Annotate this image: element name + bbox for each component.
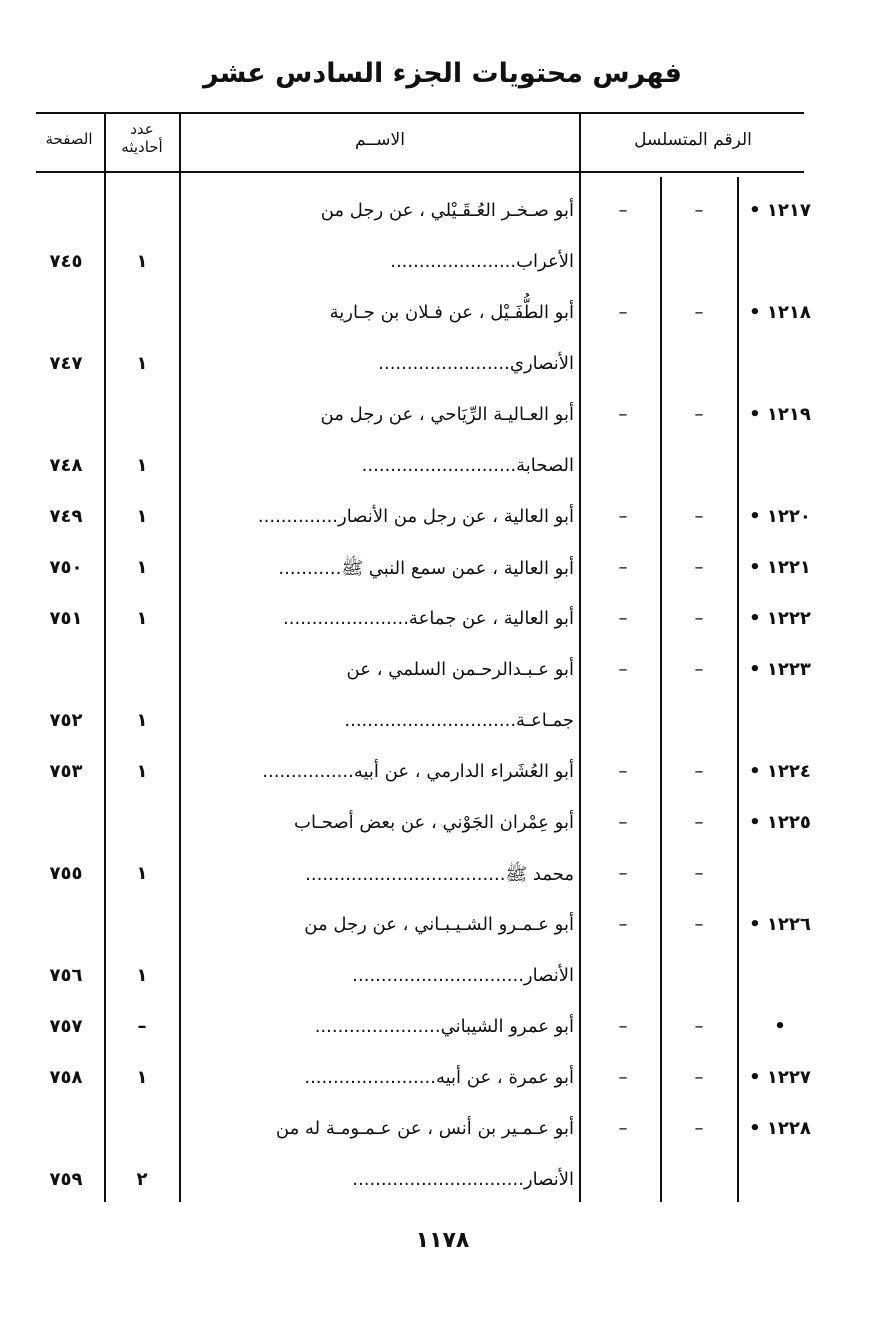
column-divider (179, 112, 181, 1202)
page-cell: ٧٥٠ (49, 557, 83, 578)
name-cell: الأنصار.............................. (352, 1169, 574, 1190)
name-cell: أبو عـمـرو الشـيـبـاني ، عن رجل من (304, 914, 574, 935)
count-cell: ١ (136, 863, 148, 884)
dash-cell: – (618, 812, 628, 833)
name-cell: أبو عمرو الشيباني...................... (314, 1016, 574, 1037)
name-cell: أبو عـبـدالرحـمن السلمي ، عن (346, 659, 574, 680)
dash-cell: – (618, 1016, 628, 1037)
serial-cell: ١٢١٨ • (749, 302, 811, 323)
dash-cell: – (694, 812, 704, 833)
serial-cell: ١٢١٧ • (749, 200, 811, 221)
dash-cell: – (618, 659, 628, 680)
count-cell: ١ (136, 455, 148, 476)
page-cell: ٧٥٦ (49, 965, 83, 986)
name-cell: الأعراب...................... (390, 251, 574, 272)
name-cell: أبو عمرة ، عن أبيه....................... (304, 1067, 574, 1088)
page-cell: ٧٤٧ (49, 353, 83, 374)
header-count: عدد أحاديثه (121, 120, 163, 156)
page-cell: ٧٥٧ (49, 1016, 83, 1037)
dash-cell: – (618, 302, 628, 323)
dash-cell: – (618, 914, 628, 935)
column-divider (660, 177, 662, 1202)
name-cell: أبو العالية ، عن جماعة...................... (283, 608, 574, 629)
serial-cell: ١٢٢٧ • (749, 1067, 811, 1088)
count-cell: ٢ (136, 1169, 148, 1190)
page-cell: ٧٥٩ (49, 1169, 83, 1190)
header-page: الصفحة (45, 130, 93, 148)
count-cell: ١ (136, 608, 148, 629)
serial-cell: ١٢١٩ • (749, 404, 811, 425)
page-title: فهرس محتويات الجزء السادس عشر (203, 58, 682, 89)
count-cell: ١ (136, 965, 148, 986)
page-cell: ٧٤٩ (49, 506, 83, 527)
dash-cell: – (618, 404, 628, 425)
serial-cell: ١٢٢٢ • (749, 608, 811, 629)
dash-cell: – (618, 1067, 628, 1088)
column-divider (579, 112, 581, 1202)
name-cell: محمد ﷺ................................... (305, 864, 574, 885)
column-divider (737, 177, 739, 1202)
name-cell: أبو العُشَراء الدارمي ، عن أبيه................ (262, 761, 574, 782)
name-cell: أبو العالية ، عمن سمع النبي ﷺ........... (278, 558, 574, 579)
name-cell: أبو العـاليـة الرِّيَاحي ، عن رجل من (320, 404, 574, 425)
dash-cell: – (694, 1067, 704, 1088)
dash-cell: – (694, 404, 704, 425)
serial-cell: • (774, 1016, 786, 1037)
count-cell: ١ (136, 506, 148, 527)
count-cell: ١ (136, 1067, 148, 1088)
dash-cell: – (694, 302, 704, 323)
serial-cell: ١٢٢٦ • (749, 914, 811, 935)
dash-cell: – (618, 761, 628, 782)
dash-cell: – (618, 557, 628, 578)
dash-cell: – (618, 506, 628, 527)
name-cell: الأنصاري....................... (378, 353, 574, 374)
dash-cell: – (618, 863, 628, 884)
serial-cell: ١٢٢٨ • (749, 1118, 811, 1139)
dash-cell: – (694, 608, 704, 629)
name-cell: أبو عِمْران الجَوْني ، عن بعض أصحـاب (294, 812, 574, 833)
dash-cell: – (694, 863, 704, 884)
table-header-rule (36, 171, 804, 173)
count-cell: – (137, 1016, 147, 1037)
serial-cell: ١٢٢٠ • (749, 506, 811, 527)
dash-cell: – (618, 608, 628, 629)
table-top-rule (36, 112, 804, 114)
name-cell: أبو الطُّفَـيْل ، عن فـلان بن جـارية (329, 302, 574, 323)
dash-cell: – (694, 506, 704, 527)
dash-cell: – (694, 761, 704, 782)
page-cell: ٧٥٥ (49, 863, 83, 884)
dash-cell: – (694, 557, 704, 578)
count-cell: ١ (136, 710, 148, 731)
name-cell: الصحابة........................... (361, 455, 574, 476)
name-cell: أبو عـمـير بن أنس ، عن عـمـومـة له من (275, 1118, 574, 1139)
count-cell: ١ (136, 353, 148, 374)
dash-cell: – (618, 1118, 628, 1139)
count-cell: ١ (136, 761, 148, 782)
count-cell: ١ (136, 557, 148, 578)
dash-cell: – (618, 200, 628, 221)
dash-cell: – (694, 1016, 704, 1037)
dash-cell: – (694, 200, 704, 221)
page-cell: ٧٤٥ (49, 251, 83, 272)
name-cell: الأنصار.............................. (352, 965, 574, 986)
serial-cell: ١٢٢٥ • (749, 812, 811, 833)
page-cell: ٧٥٢ (49, 710, 83, 731)
page-number: ١١٧٨ (415, 1228, 470, 1253)
dash-cell: – (694, 914, 704, 935)
header-serial: الرقم المتسلسل (634, 130, 752, 150)
serial-cell: ١٢٢٤ • (749, 761, 811, 782)
page-cell: ٧٤٨ (49, 455, 83, 476)
count-cell: ١ (136, 251, 148, 272)
serial-cell: ١٢٢١ • (749, 557, 811, 578)
page-cell: ٧٥٨ (49, 1067, 83, 1088)
serial-cell: ١٢٢٣ • (749, 659, 811, 680)
dash-cell: – (694, 659, 704, 680)
column-divider (104, 112, 106, 1202)
name-cell: جمـاعـة.............................. (344, 710, 574, 731)
page-cell: ٧٥٣ (49, 761, 83, 782)
name-cell: أبو العالية ، عن رجل من الأنصار.............. (257, 506, 574, 527)
header-name: الاســم (355, 130, 405, 150)
page-cell: ٧٥١ (49, 608, 83, 629)
name-cell: أبو صـخـر العُـقَـيْلي ، عن رجل من (320, 200, 574, 221)
dash-cell: – (694, 1118, 704, 1139)
